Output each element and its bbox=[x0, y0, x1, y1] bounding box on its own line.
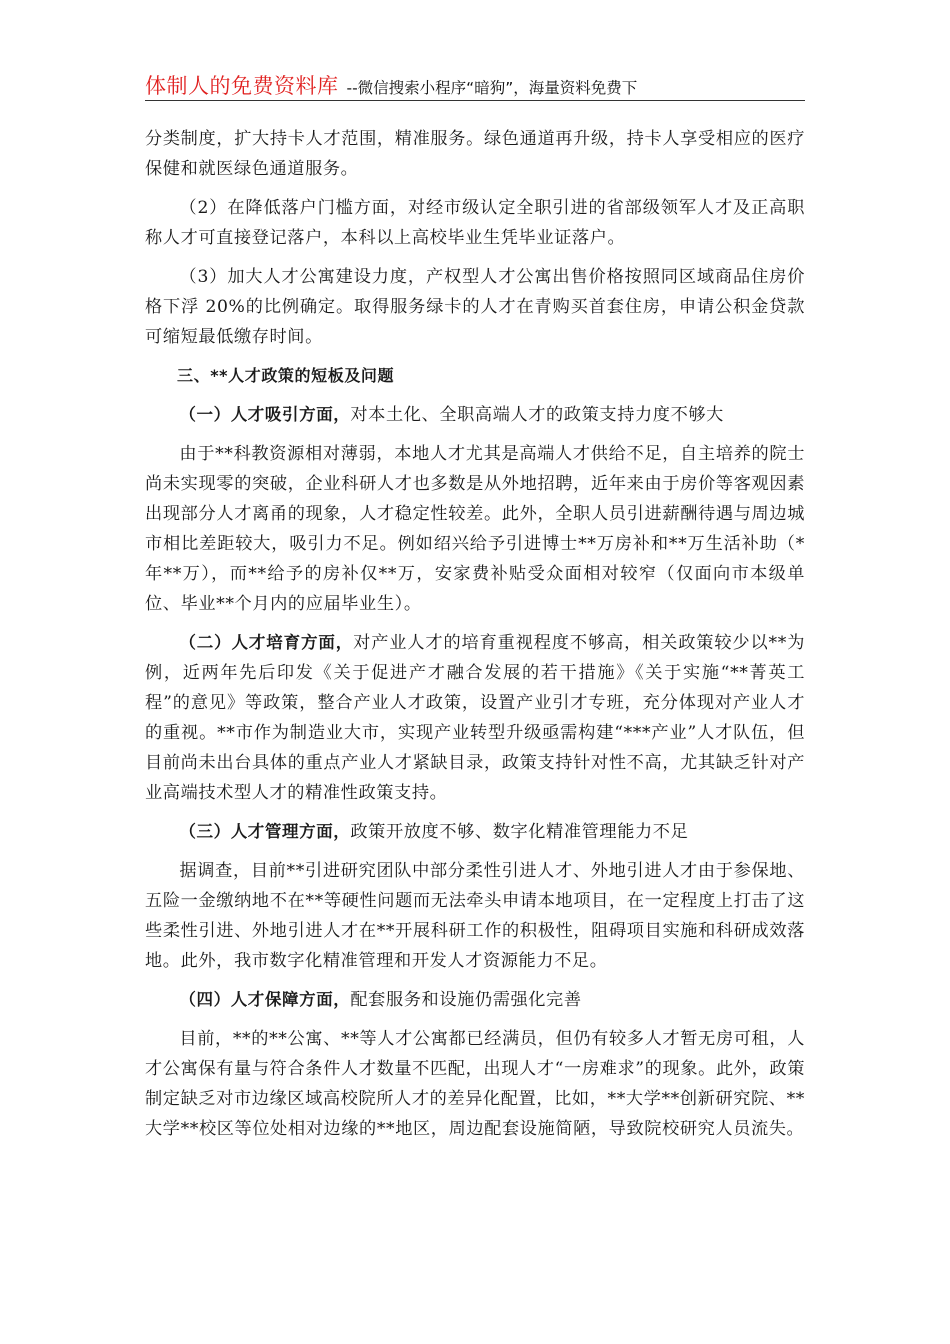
subsection-4-lead: （四）人才保障方面， bbox=[179, 990, 351, 1009]
section-heading: 三、**人才政策的短板及问题 bbox=[177, 366, 395, 385]
subsection-3-text: 政策开放度不够、数字化精准管理能力不足 bbox=[350, 822, 689, 842]
subsection-2-text: 对产业人才的培育重视程度不够高，相关政策较少以**为例，近两年先后印发《关于促进产才融合发展的若干措施》《关于实施“**菁英工程”的意见》等政策，整合产业人才政策，设置产业引才专班，充分体现对产业人才的重视。**市作为制造业大市，实现产业转型升级亟需构建“***产业”人才队伍，但目前尚未出台具体的重点产业人才紧缺目录，政策支持针对性不高，尤其缺乏针对产业高端技术型人才的精准性政策支持。 bbox=[145, 633, 806, 803]
paragraph-item-2: （2）在降低落户门槛方面，对经市级认定全职引进的省部级领军人才及正高职称人才可直接登记落户，本科以上高校毕业生凭毕业证落户。 bbox=[145, 198, 805, 248]
document-body bbox=[145, 124, 805, 1153]
header-subtitle: --微信搜索小程序“暗狗”，海量资料免费下 bbox=[346, 79, 638, 97]
header-title: 体制人的免费资料库 bbox=[145, 74, 339, 98]
subsection-4-text: 配套服务和设施仍需强化完善 bbox=[350, 990, 582, 1010]
paragraph-item-3: （3）加大人才公寓建设力度，产权型人才公寓出售价格按照同区域商品住房价格下浮 20%的比例确定。取得服务绿卡的人才在青购买首套住房，申请公积金贷款可缩短最低缴存时间。 bbox=[145, 267, 805, 347]
paragraph-attraction: 由于**科教资源相对薄弱，本地人才尤其是高端人才供给不足，自主培养的院士尚未实现零的突破，企业科研人才也多数是从外地招聘，近年来由于房价等客观因素出现部分人才离甬的现象，人才稳定性较差。此外，全职人员引进薪酬待遇与周边城市相比差距较大，吸引力不足。例如绍兴给予引进博士**万房补和**万生活补助（*年**万），而**给予的房补仅**万，安家费补贴受众面相对较窄（仅面向市本级单位、毕业**个月内的应届毕业生）。 bbox=[145, 444, 805, 614]
subsection-4 bbox=[145, 985, 805, 1015]
subsection-1-lead: （一）人才吸引方面， bbox=[179, 405, 351, 424]
subsection-1-text: 对本土化、全职高端人才的政策支持力度不够大 bbox=[350, 405, 724, 425]
subsection-1 bbox=[145, 400, 805, 430]
subsection-2 bbox=[145, 628, 805, 808]
subsection-2-lead: （二）人才培育方面， bbox=[179, 633, 354, 652]
header-divider bbox=[145, 100, 805, 101]
page-header bbox=[145, 70, 805, 100]
subsection-3 bbox=[145, 817, 805, 847]
subsection-3-lead: （三）人才管理方面， bbox=[179, 822, 351, 841]
paragraph-management: 据调查，目前**引进研究团队中部分柔性引进人才、外地引进人才由于参保地、五险一金缴纳地不在**等硬性问题而无法牵头申请本地项目，在一定程度上打击了这些柔性引进、外地引进人才在**开展科研工作的积极性，阻碍项目实施和科研成效落地。此外，我市数字化精准管理和开发人才资源能力不足。 bbox=[145, 861, 805, 971]
paragraph-support: 目前，**的**公寓、**等人才公寓都已经满员，但仍有较多人才暂无房可租，人才公寓保有量与符合条件人才数量不匹配，出现人才“一房难求”的现象。此外，政策制定缺乏对市边缘区域高校院所人才的差异化配置，比如，**大学**创新研究院、**大学**校区等位处相对边缘的**地区，周边配套设施简陋，导致院校研究人员流失。 bbox=[145, 1029, 805, 1139]
paragraph-continuation: 分类制度，扩大持卡人才范围，精准服务。绿色通道再升级，持卡人享受相应的医疗保健和就医绿色通道服务。 bbox=[145, 129, 805, 179]
